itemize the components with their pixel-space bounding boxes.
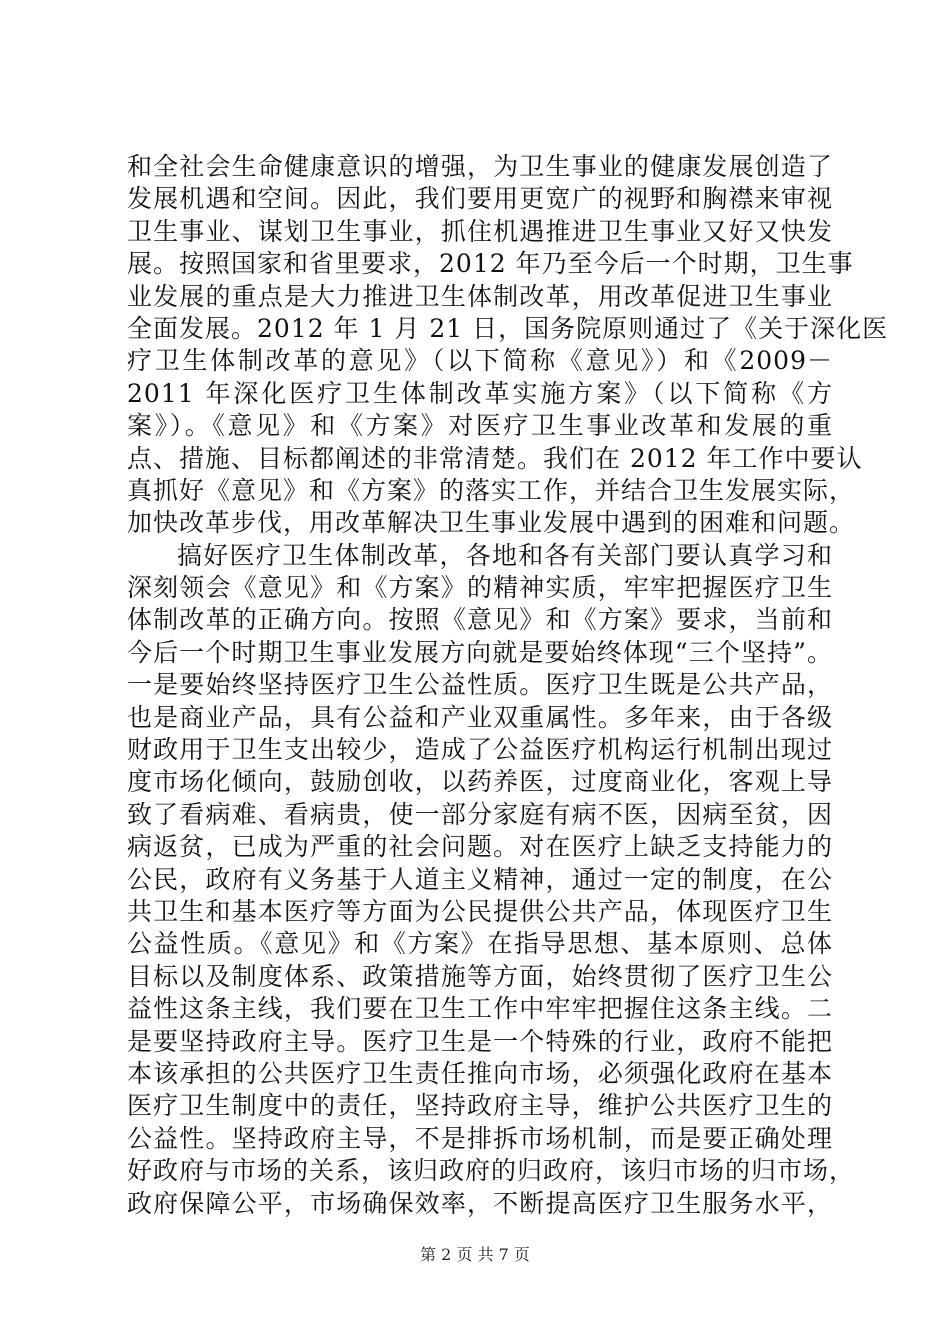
text-line: 财政用于卫生支出较少，造成了公益医疗机构运行机制出现过 — [127, 735, 833, 765]
text-line: 益性这条主线，我们要在卫生工作中牢牢把握住这条主线。二 — [127, 994, 833, 1024]
text-line: 好政府与市场的关系，该归政府的归政府，该归市场的归市场， — [127, 1156, 856, 1186]
text-line: 疗卫生体制改革的意见》（以下简称《意见》）和《2009－ — [127, 346, 833, 376]
text-line: 病返贫，已成为严重的社会问题。对在医疗上缺乏支持能力的 — [127, 832, 833, 862]
text-line: 真抓好《意见》和《方案》的落实工作，并结合卫生发展实际， — [127, 475, 856, 505]
body-text — [127, 151, 889, 1220]
text-line: 公益性质。《意见》和《方案》在指导思想、基本原则、总体 — [127, 929, 833, 959]
text-line: 深刻领会《意见》和《方案》的精神实质，牢牢把握医疗卫生 — [127, 573, 833, 603]
text-line: 和全社会生命健康意识的增强，为卫生事业的健康发展创造了 — [127, 152, 833, 181]
text-line: 公益性。坚持政府主导，不是排拆市场机制，而是要正确处理 — [127, 1123, 833, 1153]
text-line: 加快改革步伐，用改革解决卫生事业发展中遇到的困难和问题。 — [127, 508, 856, 538]
text-line: 致了看病难、看病贵，使一部分家庭有病不医，因病至贫，因 — [127, 799, 833, 829]
text-line: 一是要始终坚持医疗卫生公益性质。医疗卫生既是公共产品， — [127, 670, 833, 700]
text-line: 共卫生和基本医疗等方面为公民提供公共产品，体现医疗卫生 — [127, 896, 833, 926]
text-line: 全面发展。2012 年 1 月 21 日，国务院原则通过了《关于深化医 — [127, 313, 889, 343]
text-line: 卫生事业、谋划卫生事业，抓住机遇推进卫生事业又好又快发 — [127, 216, 833, 246]
text-line: 体制改革的正确方向。按照《意见》和《方案》要求，当前和 — [127, 605, 833, 635]
text-line: 案》）。《意见》和《方案》对医疗卫生事业改革和发展的重 — [127, 411, 833, 441]
text-line: 展。按照国家和省里要求，2012 年乃至今后一个时期，卫生事 — [127, 249, 854, 279]
text-line: 点、措施、目标都阐述的非常清楚。我们在 2012 年工作中要认 — [127, 443, 863, 473]
text-line: 2011 年深化医疗卫生体制改革实施方案》（以下简称《方 — [127, 378, 833, 408]
text-line: 政府保障公平，市场确保效率，不断提高医疗卫生服务水平， — [127, 1188, 833, 1218]
text-line: 业发展的重点是大力推进卫生体制改革，用改革促进卫生事业 — [127, 281, 833, 311]
text-line: 度市场化倾向，鼓励创收，以药养医，过度商业化，客观上导 — [127, 767, 833, 797]
text-line: 目标以及制度体系、政策措施等方面，始终贯彻了医疗卫生公 — [127, 961, 833, 991]
page-number-footer: 第 2 页 共 7 页 — [420, 1245, 530, 1264]
paragraph-first-line: 搞好医疗卫生体制改革，各地和各有关部门要认真学习和 — [177, 540, 833, 570]
text-line: 是要坚持政府主导。医疗卫生是一个特殊的行业，政府不能把 — [127, 1026, 833, 1056]
text-line: 本该承担的公共医疗卫生责任推向市场，必须强化政府在基本 — [127, 1058, 833, 1088]
text-line: 今后一个时期卫生事业发展方向就是要始终体现“三个坚持”。 — [127, 637, 833, 667]
text-line: 医疗卫生制度中的责任，坚持政府主导，维护公共医疗卫生的 — [127, 1091, 833, 1121]
text-line: 公民，政府有义务基于人道主义精神，通过一定的制度，在公 — [127, 864, 833, 894]
text-line: 发展机遇和空间。因此，我们要用更宽广的视野和胸襟来审视 — [127, 184, 833, 214]
text-line: 也是商业产品，具有公益和产业双重属性。多年来，由于各级 — [127, 702, 833, 732]
